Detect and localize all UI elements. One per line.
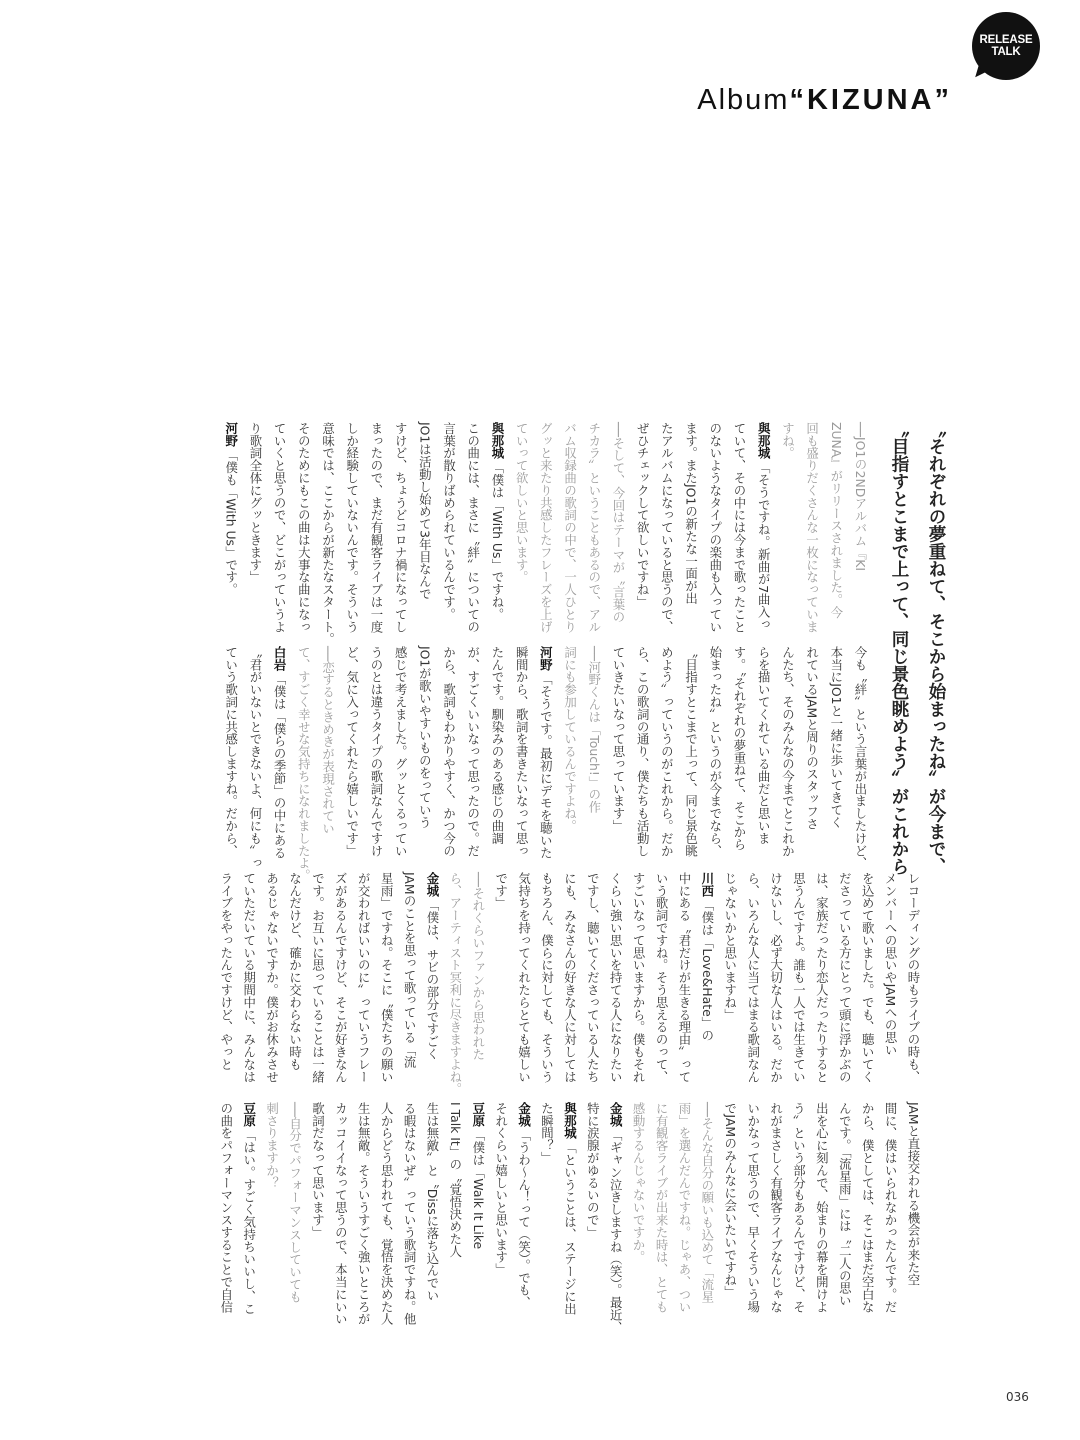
- text-column: [214, 872, 237, 1094]
- column-text: 「うわ〜ん！って（笑）。でも、: [516, 1128, 532, 1309]
- text-column: [306, 1102, 329, 1342]
- column-text: が、すごくいいなって思ったので。だ: [465, 646, 481, 857]
- speaker-name: 與那城: [562, 1102, 578, 1140]
- text-column: [630, 646, 654, 861]
- text-column: [374, 872, 397, 1094]
- text-column: [351, 1102, 374, 1342]
- speaker-name: 河野: [223, 422, 239, 447]
- text-column: [291, 422, 315, 637]
- article-tier-4: [214, 1102, 924, 1342]
- column-text: じゃないかと思いますね」: [722, 872, 738, 1021]
- text-column: [855, 872, 878, 1094]
- text-column: [364, 422, 388, 637]
- column-text: まったので、まだ有観客ライブは一度: [368, 422, 384, 633]
- release-talk-badge: [972, 12, 1040, 80]
- text-column: [695, 872, 718, 1094]
- column-text: ──JO1の2NDアルバム『KI: [853, 422, 868, 572]
- text-column: [315, 422, 339, 646]
- text-column: [364, 646, 388, 861]
- text-column: [751, 422, 775, 637]
- column-text: 「僕は「Love&Hate」の: [699, 898, 715, 1042]
- text-column: [901, 1102, 924, 1342]
- column-text: 詞にも参加しているんですよね。: [562, 646, 578, 832]
- text-column: [672, 872, 695, 1094]
- text-column: [558, 872, 581, 1094]
- text-column: [351, 872, 374, 1094]
- column-text: り歌詞全体にグッときます」: [247, 422, 263, 584]
- article-tier-3: [214, 872, 924, 1094]
- text-column: [237, 872, 260, 1094]
- column-text: の曲をパフォーマンスすることで自信: [218, 1102, 234, 1313]
- interviewer-question-line: [291, 646, 315, 882]
- column-text: うのとは違うタイプの歌詞なんですけ: [368, 646, 384, 857]
- column-text: 始まったね〟というのが今までなら、: [707, 646, 723, 857]
- interviewer-question-line: [260, 1102, 283, 1342]
- text-column: [412, 646, 436, 861]
- text-column: [787, 872, 810, 1094]
- text-column: [306, 872, 329, 1094]
- text-column: [397, 872, 420, 1094]
- text-column: [443, 1102, 466, 1342]
- text-column: [388, 422, 412, 637]
- text-column: [420, 1102, 443, 1342]
- text-column: [260, 872, 283, 1094]
- text-column: [848, 646, 872, 870]
- speaker-name: 豆原: [241, 1102, 257, 1127]
- badge-line-1: RELEASE: [979, 34, 1033, 46]
- column-text: この曲には、まさに〝絆〟についての: [465, 422, 481, 633]
- column-text: 思うんですよ。誰も一人では生きてい: [791, 872, 807, 1083]
- text-column: [267, 422, 291, 637]
- column-text: 「僕は「With Us」ですね。: [489, 461, 505, 621]
- text-column: [243, 646, 267, 870]
- text-column: [509, 646, 533, 861]
- column-text: カッコイイなって思うので、本当にいい: [333, 1102, 349, 1326]
- column-text: しか経験していないんです。そういう: [344, 422, 360, 633]
- column-text: 雨」を選んだんですね。じゃあ、つい: [676, 1102, 692, 1313]
- column-text: です」: [493, 872, 509, 910]
- headline-line-1: 〝それぞれの夢重ねて、そこから始まったね〟が今まで、: [926, 420, 946, 875]
- speaker-name: 豆原: [470, 1102, 486, 1127]
- column-text: 「そうですね。新曲が7曲入っ: [756, 461, 772, 631]
- column-text: 瞬間から、歌詞を書きたいなって思っ: [514, 646, 530, 857]
- text-column: [787, 1102, 810, 1342]
- text-column: [328, 872, 351, 1094]
- column-text: ださっている方にとって頭に浮かぶの: [837, 872, 853, 1083]
- text-column: [824, 646, 848, 861]
- column-text: ──そんな自分の願いも込めて「流星: [699, 1102, 715, 1303]
- speaker-name: 與那城: [756, 422, 772, 460]
- column-text: 回も盛りだくさんな一枚になっていま: [804, 422, 820, 633]
- speaker-name: 金城: [608, 1102, 624, 1127]
- text-column: [832, 872, 855, 1094]
- column-text: ぜひチェックして欲しいですね」: [635, 422, 651, 608]
- column-text: から、歌詞もわかりやすく、かつ今の: [441, 646, 457, 857]
- column-text: 感動するんじゃないですか。: [631, 1102, 647, 1264]
- column-text: て、すごく幸せな気持ちになれましたよ。: [296, 646, 312, 882]
- text-column: [654, 422, 678, 637]
- text-column: [466, 1102, 489, 1342]
- text-column: [649, 872, 672, 1094]
- column-text: 「僕も「With Us」です。: [223, 448, 239, 596]
- text-column: [512, 1102, 535, 1342]
- column-text: レコーディングの時もライブの時も、: [906, 872, 921, 1083]
- column-text: 「はい。すごく気持ちいいし、こ: [241, 1128, 257, 1315]
- text-column: [603, 1102, 626, 1342]
- column-text: 意味では、ここからが新たなスタート。: [320, 422, 336, 646]
- column-text: 今も〝絆〟という言葉が出ましたけど、: [853, 646, 868, 870]
- text-column: [267, 646, 291, 861]
- column-text: 生は無敵〟と〝Dissに落ち込んでい: [424, 1102, 440, 1302]
- text-column: [397, 1102, 420, 1342]
- page-number: 036: [1006, 1390, 1029, 1404]
- interviewer-question-line: [672, 1102, 695, 1342]
- text-column: [580, 872, 603, 1094]
- interviewer-question-line: [649, 1102, 672, 1342]
- column-text: 「僕は、サビの部分ですごく: [424, 898, 440, 1061]
- interviewer-question-line: [533, 422, 557, 637]
- interviewer-question-line: [557, 422, 581, 637]
- column-text: ていう歌詞に共感しますね。だから、: [223, 646, 239, 857]
- interviewer-question-line: [509, 422, 533, 637]
- album-title: [697, 84, 952, 117]
- column-text: 生は無敵。そういうすごく強いところが: [356, 1102, 372, 1326]
- column-text: たんです。馴染みのある感じの曲調: [489, 646, 505, 845]
- column-text: JO1は活動し始めて3年目なんで: [417, 422, 433, 600]
- column-text: JO1が歌いやすいものをっていう: [417, 646, 433, 829]
- column-text: んです。「流星雨」には〝二人の思い: [837, 1102, 853, 1307]
- column-text: ZUNA』がリリースされました。今: [828, 422, 844, 619]
- column-text: 「ということは、ステージに出: [562, 1141, 578, 1315]
- text-column: [461, 646, 485, 861]
- interviewer-question-line: [315, 646, 339, 861]
- interviewer-question-line: [582, 646, 606, 861]
- column-text: 「ギャン泣きしますね（笑）。最近、: [608, 1128, 624, 1334]
- text-column: [855, 1102, 878, 1342]
- column-text: た瞬間？」: [539, 1102, 555, 1164]
- text-column: [901, 872, 924, 1094]
- text-column: [626, 872, 649, 1094]
- text-column: [809, 872, 832, 1094]
- text-column: [741, 872, 764, 1094]
- column-text: ていくと思うので、どこがっていうよ: [272, 422, 288, 633]
- text-column: [461, 422, 485, 637]
- text-column: [606, 646, 630, 861]
- column-text: が交わればいいのに〟っていうフレー: [356, 872, 372, 1083]
- interviewer-question-line: [848, 422, 872, 637]
- column-text: チカラ〟ということもあるので、アル: [586, 422, 602, 633]
- column-text: から、僕としては、そこはまだ空白な: [860, 1102, 876, 1313]
- text-column: [775, 646, 799, 861]
- text-column: [436, 422, 460, 637]
- text-column: [535, 872, 558, 1094]
- column-text: メンバーへの思いやJAMへの思い: [883, 872, 899, 1056]
- column-text: いかなって思うので、早くそういう場: [745, 1102, 761, 1313]
- column-text: 刺さりますか？: [264, 1102, 280, 1189]
- column-text: バム収録曲の歌詞の中で、一人ひとり: [562, 422, 578, 633]
- column-text: もちろん、僕らに対しても、そういう: [539, 872, 555, 1083]
- interviewer-question-line: [606, 422, 630, 637]
- album-prefix: Album: [697, 84, 790, 116]
- text-column: [678, 422, 702, 637]
- column-text: 「そうです。最初にデモを聴いた: [538, 672, 554, 859]
- column-text: 特に涙腺がゆるいので」: [585, 1102, 601, 1239]
- text-column: [485, 422, 509, 637]
- column-text: そのためにもこの曲は大事な曲になっ: [296, 422, 312, 633]
- text-column: [374, 1102, 397, 1342]
- column-text: それくらい嬉しいと思います」: [493, 1102, 509, 1276]
- speaker-name: 川西: [699, 872, 715, 897]
- column-text: ライブをやったんですけど、やっと: [218, 872, 234, 1071]
- text-column: [533, 646, 557, 861]
- column-text: 本当にJO1と一緒に歩いてきてく: [828, 646, 844, 829]
- column-text: れがまさしく有観客ライブなんじゃな: [768, 1102, 784, 1313]
- column-text: あるじゃないですか。僕がお休みさせ: [264, 872, 280, 1083]
- column-text: グッと来たり共感したフレーズを上げ: [538, 422, 554, 633]
- text-column: [219, 422, 243, 637]
- column-text: ど、気に入ってくれたら嬉しいです」: [344, 646, 360, 857]
- column-text: ら、この歌詞の通り、僕たちも活動し: [635, 646, 651, 857]
- column-text: ら、アーティスト冥利に尽きますよね。: [447, 872, 463, 1096]
- column-text: にも、みなさんの好きな人に対しては: [562, 872, 578, 1083]
- speaker-name: 河野: [538, 646, 554, 671]
- column-text: ていただいている期間中に、みんなは: [241, 872, 257, 1083]
- interviewer-question-line: [824, 422, 848, 637]
- text-column: [654, 646, 678, 861]
- text-column: [727, 422, 751, 637]
- text-column: [340, 646, 364, 861]
- speaker-name: 白岩: [272, 646, 288, 671]
- column-text: 星雨」ですね。そこに〝僕たちの願い: [379, 872, 395, 1083]
- headline-line-2: 〝目指すとこまで上って、同じ景色眺めよう〟がこれから: [889, 420, 909, 875]
- text-column: [340, 422, 364, 637]
- text-column: [512, 872, 535, 1094]
- text-column: [420, 872, 443, 1094]
- column-text: JAMと直接交われる機会が来た空: [906, 1102, 921, 1286]
- column-text: は、家族だったり恋人だったりすると: [814, 872, 830, 1083]
- column-text: ていて、その中には今まで歌ったこと: [731, 422, 747, 633]
- column-text: たアルバムになっていると思うので、: [659, 422, 675, 633]
- text-column: [489, 1102, 512, 1342]
- text-column: [878, 872, 901, 1094]
- text-column: [436, 646, 460, 861]
- interviewer-question-line: [626, 1102, 649, 1342]
- column-text: I Talk It」の〝覚悟決めた人: [447, 1102, 463, 1258]
- column-text: ズがあるんですけど、そこが好きなん: [333, 872, 349, 1083]
- column-text: けないし、必ず大切な人はいる。だか: [768, 872, 784, 1083]
- text-column: [809, 1102, 832, 1342]
- text-column: [558, 1102, 581, 1342]
- column-text: 人からどう思われても、覚悟を決めた人: [379, 1102, 395, 1326]
- article-tier-1: [218, 422, 872, 646]
- column-text: ます。またJO1の新たな一面が出: [683, 422, 699, 605]
- column-text: 中にある〝君だけが生きる理由〟って: [676, 872, 692, 1083]
- column-text: れているJAMと周りのスタッフさ: [804, 646, 820, 830]
- text-column: [580, 1102, 603, 1342]
- interviewer-question-line: [582, 422, 606, 637]
- column-text: いう歌詞ですね。そう思えるのって、: [654, 872, 670, 1083]
- text-column: [388, 646, 412, 861]
- text-column: [703, 422, 727, 637]
- interviewer-question-line: [775, 422, 799, 637]
- text-column: [328, 1102, 351, 1342]
- album-name: “KIZUNA”: [789, 84, 952, 116]
- column-text: す。〝それぞれの夢重ねて、そこから: [731, 646, 747, 851]
- interviewer-question-line: [557, 646, 581, 861]
- text-column: [412, 422, 436, 637]
- column-text: 間に、僕はいられなかったんです。だ: [883, 1102, 899, 1313]
- text-column: [741, 1102, 764, 1342]
- text-column: [535, 1102, 558, 1342]
- text-column: [718, 872, 741, 1094]
- text-column: [718, 1102, 741, 1342]
- badge-line-2: TALK: [991, 46, 1021, 58]
- column-text: 気持ちを持ってくれたらとても嬉しい: [516, 872, 532, 1083]
- column-text: う〟という部分もあるんですけど、そ: [791, 1102, 807, 1313]
- column-text: ──河野くんは「Touch!」の作: [586, 646, 602, 814]
- column-text: ──恋するときめきが表現されてい: [320, 646, 336, 835]
- interviewer-question-line: [466, 872, 489, 1094]
- column-text: んたち、そのみんなの今までとこれか: [780, 646, 796, 857]
- headline: [880, 420, 954, 875]
- column-text: ていきたいなって思っています」: [610, 646, 626, 832]
- interviewer-question-line: [443, 872, 466, 1094]
- column-text: に有観客ライブが出来た時は、とても: [654, 1102, 670, 1313]
- interviewer-question-line: [799, 422, 823, 637]
- text-column: [485, 646, 509, 861]
- column-text: ──そして、今回はテーマが〝言葉の: [610, 422, 626, 623]
- column-text: 出を心に刻んで、始まりの幕を開けよ: [814, 1102, 830, 1313]
- column-text: すごいなって思いますから。僕もそれ: [631, 872, 647, 1083]
- text-column: [489, 872, 512, 1094]
- text-column: [283, 872, 306, 1094]
- column-text: ──自分でパフォーマンスしていても: [287, 1102, 303, 1303]
- column-text: らを描いてくれている曲だと思いま: [756, 646, 772, 845]
- speaker-name: 金城: [516, 1102, 532, 1127]
- text-column: [214, 1102, 237, 1342]
- text-column: [764, 1102, 787, 1342]
- column-text: なんだけど、確かに交わらない時も: [287, 872, 303, 1071]
- column-text: ──それくらいファンから思われた: [470, 872, 486, 1061]
- column-text: る暇はないぜ〟っていう歌詞ですね。他: [402, 1102, 418, 1326]
- interviewer-question-line: [283, 1102, 306, 1342]
- speaker-name: 金城: [424, 872, 440, 897]
- column-text: ら、いろんな人に当てはまる歌詞なん: [745, 872, 761, 1083]
- column-text: 言葉が散りばめられているんです。: [441, 422, 457, 621]
- column-text: 歌詞だなって思います」: [310, 1102, 326, 1239]
- column-text: のないようなタイプの楽曲も入ってい: [707, 422, 723, 633]
- column-text: 「僕は「Walk It Like: [470, 1128, 486, 1250]
- column-text: ですし、聴いてくださっている人たち: [585, 872, 601, 1083]
- column-text: すね。: [780, 422, 796, 460]
- speaker-name: 與那城: [489, 422, 505, 460]
- column-text: 〝君がいないとできないよ、何にも〟っ: [247, 646, 263, 870]
- text-column: [727, 646, 751, 861]
- text-column: [630, 422, 654, 637]
- article-tier-2: [218, 646, 872, 882]
- column-text: 「僕は「僕らの季節」の中にある: [272, 672, 288, 859]
- column-text: くらい強い思いを持てる人になりたい: [608, 872, 624, 1083]
- column-text: JAMのことを思って歌っている「流: [402, 872, 418, 1069]
- text-column: [603, 872, 626, 1094]
- column-text: 〝目指すとこまで上って、同じ景色眺: [683, 646, 699, 857]
- column-text: です。お互いに思っていることは一緒: [310, 872, 326, 1083]
- text-column: [751, 646, 775, 861]
- text-column: [832, 1102, 855, 1342]
- column-text: ていって欲しいと思います。: [514, 422, 530, 584]
- text-column: [703, 646, 727, 861]
- interviewer-question-line: [695, 1102, 718, 1342]
- column-text: を込めて歌いました。でも、聴いてく: [860, 872, 876, 1083]
- column-text: でJAMのみんなに会いたいですね」: [722, 1102, 738, 1299]
- text-column: [678, 646, 702, 861]
- text-column: [799, 646, 823, 861]
- text-column: [243, 422, 267, 637]
- text-column: [764, 872, 787, 1094]
- column-text: すけど、ちょうどコロナ禍になってし: [393, 422, 409, 633]
- column-text: 感じで考えました。グッとくるってい: [393, 646, 409, 857]
- text-column: [878, 1102, 901, 1342]
- column-text: めよう〟っていうのがこれから。だか: [659, 646, 675, 857]
- text-column: [237, 1102, 260, 1342]
- text-column: [219, 646, 243, 861]
